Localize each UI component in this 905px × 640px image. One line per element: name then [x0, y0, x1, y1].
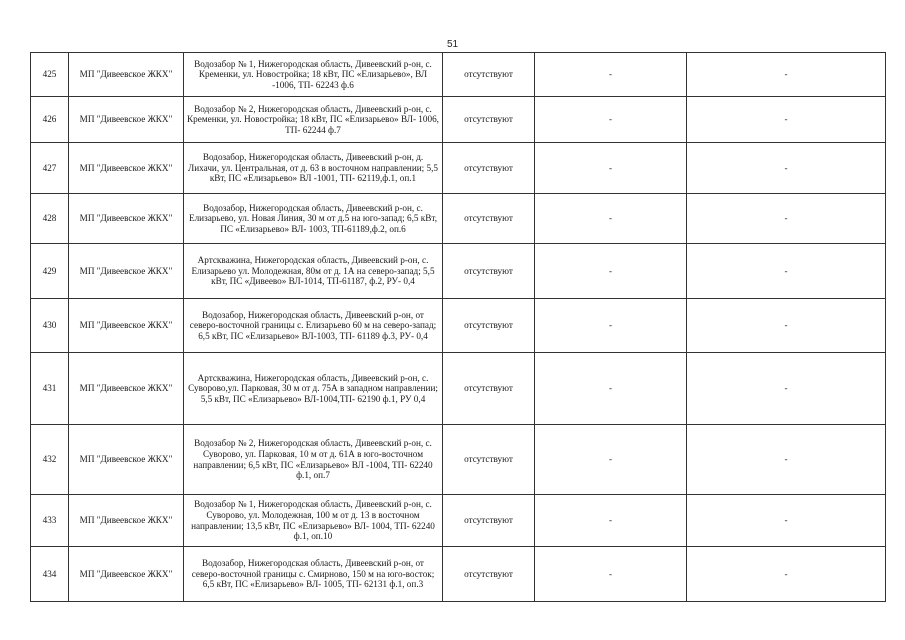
object-description-cell: Водозабор, Нижегородская область, Дивеевский р-он, с. Елизарьево, ул. Новая Линия, 30 м от д.5 на юго-запад; 6,5 кВт, ПС «Елизарьево» ВЛ- 1003, ТП-61189,ф.2, оп.6 [184, 194, 443, 244]
status-cell: отсутствуют [443, 299, 535, 353]
page-number: 51 [446, 39, 459, 50]
organization-cell: МП "Дивеевское ЖКХ" [69, 53, 184, 97]
object-description-cell: Водозабор, Нижегородская область, Дивеевский р-он, от северо-восточной границы с. Смирново, 150 м на юго-восток; 6,5 кВт, ПС «Елизарьево» ВЛ- 1005, ТП- 62131 ф.1, оп.3 [184, 547, 443, 602]
organization-cell: МП "Дивеевское ЖКХ" [69, 425, 184, 495]
table-row [31, 495, 886, 547]
empty-value-cell: - [535, 53, 687, 97]
status-cell: отсутствуют [443, 495, 535, 547]
empty-value-cell: - [687, 353, 886, 425]
empty-value-cell: - [535, 143, 687, 194]
row-number: 427 [31, 143, 69, 194]
table-row [31, 53, 886, 97]
table-row [31, 97, 886, 143]
status-cell: отсутствуют [443, 53, 535, 97]
organization-cell: МП "Дивеевское ЖКХ" [69, 353, 184, 425]
table-row [31, 425, 886, 495]
empty-value-cell: - [535, 244, 687, 299]
empty-value-cell: - [687, 547, 886, 602]
empty-value-cell: - [535, 194, 687, 244]
empty-value-cell: - [687, 143, 886, 194]
table-row [31, 353, 886, 425]
row-number: 432 [31, 425, 69, 495]
row-number: 433 [31, 495, 69, 547]
object-description-cell: Водозабор № 2, Нижегородская область, Дивеевский р-он, с. Суворово, ул. Парковая, 10 м от д. 61А в юго-восточном направлении; 6,5 кВт, ПС «Елизарьево» ВЛ -1004, ТП- 62240 ф.1, оп.7 [184, 425, 443, 495]
status-cell: отсутствуют [443, 143, 535, 194]
row-number: 426 [31, 97, 69, 143]
object-description-cell: Артскважина, Нижегородская область, Дивеевский р-он, с. Суворово,ул. Парковая, 30 м от д. 75А в западном направлении; 5,5 кВт, ПС «Елизарьево» ВЛ-1004,ТП- 62190 ф.1, РУ 0,4 [184, 353, 443, 425]
empty-value-cell: - [687, 495, 886, 547]
empty-value-cell: - [535, 547, 687, 602]
status-cell: отсутствуют [443, 194, 535, 244]
object-description-cell: Водозабор № 1, Нижегородская область, Дивеевский р-он, с. Суворово, ул. Молодежная, 100 м от д. 13 в восточном направлении; 13,5 кВт, ПС «Елизарьево» ВЛ- 1004, ТП- 62240 ф.1, оп.10 [184, 495, 443, 547]
object-description-cell: Водозабор, Нижегородская область, Дивеевский р-он, от северо-восточной границы с. Елизарьево 60 м на северо-запад; 6,5 кВт, ПС «Елизарьево» ВЛ-1003, ТП- 61189 ф.3, РУ- 0,4 [184, 299, 443, 353]
table-row [31, 143, 886, 194]
empty-value-cell: - [535, 97, 687, 143]
status-cell: отсутствуют [443, 244, 535, 299]
status-cell: отсутствуют [443, 97, 535, 143]
row-number: 431 [31, 353, 69, 425]
organization-cell: МП "Дивеевское ЖКХ" [69, 97, 184, 143]
empty-value-cell: - [687, 53, 886, 97]
empty-value-cell: - [687, 97, 886, 143]
status-cell: отсутствуют [443, 547, 535, 602]
row-number: 428 [31, 194, 69, 244]
row-number: 425 [31, 53, 69, 97]
object-description-cell: Артскважина, Нижегородская область, Дивеевский р-он, с. Елизарьево ул. Молодежная, 80м от д. 1А на северо-запад; 5,5 кВт, ПС «Дивеево» ВЛ-1014, ТП-61187, ф.2, РУ- 0,4 [184, 244, 443, 299]
empty-value-cell: - [687, 194, 886, 244]
empty-value-cell: - [535, 299, 687, 353]
row-number: 434 [31, 547, 69, 602]
empty-value-cell: - [535, 425, 687, 495]
object-description-cell: Водозабор № 1, Нижегородская область, Дивеевский р-он, с. Кременки, ул. Новостройка; 18 кВт, ПС «Елизарьево», ВЛ -1006, ТП- 62243 ф.6 [184, 53, 443, 97]
table-row [31, 244, 886, 299]
table-row [31, 547, 886, 602]
organization-cell: МП "Дивеевское ЖКХ" [69, 244, 184, 299]
organization-cell: МП "Дивеевское ЖКХ" [69, 495, 184, 547]
object-description-cell: Водозабор, Нижегородская область, Дивеевский р-он, д. Лихачи, ул. Центральная, от д. 63 в восточном направлении; 5,5 кВт, ПС «Елизарьево» ВЛ -1001, ТП- 62119,ф.1, оп.1 [184, 143, 443, 194]
empty-value-cell: - [687, 299, 886, 353]
organization-cell: МП "Дивеевское ЖКХ" [69, 194, 184, 244]
organization-cell: МП "Дивеевское ЖКХ" [69, 547, 184, 602]
row-number: 429 [31, 244, 69, 299]
organization-cell: МП "Дивеевское ЖКХ" [69, 143, 184, 194]
registry-table [30, 52, 886, 602]
empty-value-cell: - [687, 425, 886, 495]
table-row [31, 194, 886, 244]
row-number: 430 [31, 299, 69, 353]
empty-value-cell: - [535, 353, 687, 425]
status-cell: отсутствуют [443, 425, 535, 495]
empty-value-cell: - [687, 244, 886, 299]
empty-value-cell: - [535, 495, 687, 547]
organization-cell: МП "Дивеевское ЖКХ" [69, 299, 184, 353]
status-cell: отсутствуют [443, 353, 535, 425]
table-row [31, 299, 886, 353]
object-description-cell: Водозабор № 2, Нижегородская область, Дивеевский р-он, с. Кременки, ул. Новостройка; 18 кВт, ПС «Елизарьево» ВЛ- 1006, ТП- 62244 ф.7 [184, 97, 443, 143]
